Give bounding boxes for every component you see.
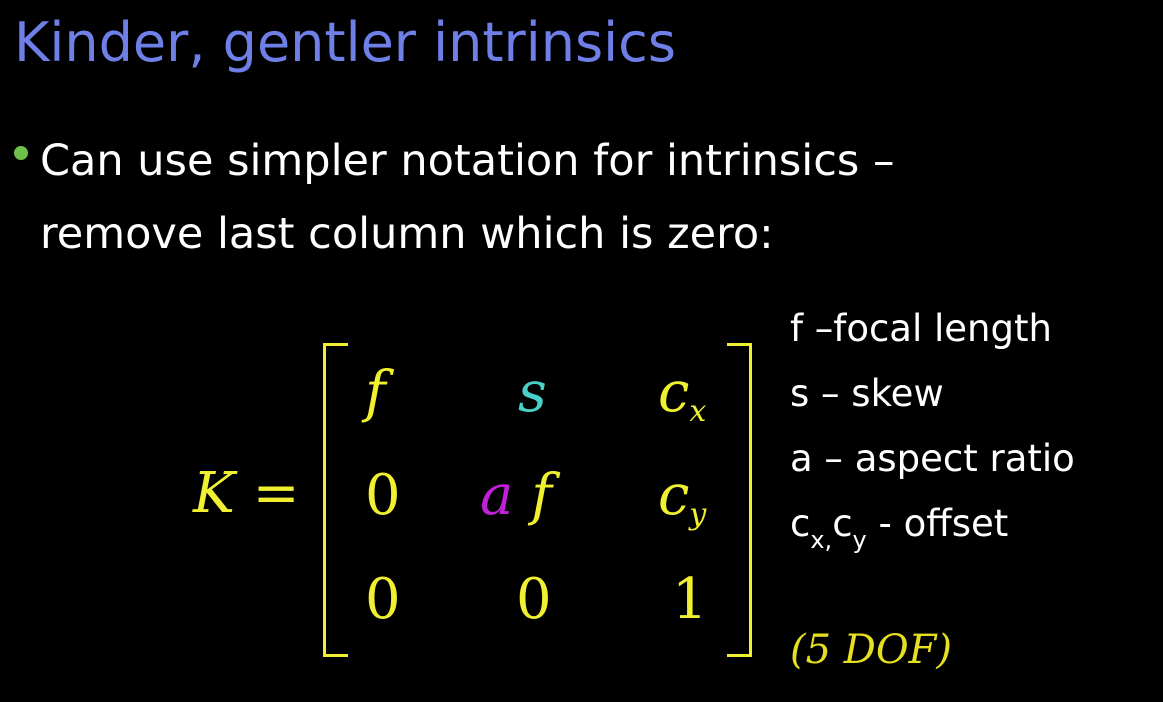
legend-offset-c2: c — [832, 502, 853, 545]
cell-r1-c3-sub: x — [689, 394, 707, 429]
cell-r1-c3-main: c — [658, 360, 690, 425]
cell-r2-c2-a: a — [480, 463, 514, 528]
cell-r2-c3 — [658, 463, 707, 532]
cell-r2-c1: 0 — [365, 463, 401, 528]
legend-offset-sub2: y — [852, 526, 867, 554]
cell-r1-c1: f — [365, 360, 386, 425]
legend-skew: s – skew — [790, 372, 944, 415]
cell-r2-c3-sub: y — [689, 497, 707, 532]
left-bracket — [323, 343, 348, 657]
cell-r2-c2-f: f — [531, 463, 552, 528]
right-bracket — [727, 343, 752, 657]
legend-offset-c1: c — [790, 502, 811, 545]
cell-r2-c3-main: c — [658, 463, 690, 528]
dof-label: (5 DOF) — [790, 627, 952, 673]
bullet-dot — [14, 146, 28, 160]
slide-title: Kinder, gentler intrinsics — [14, 11, 676, 74]
legend-offset-rest: - offset — [866, 502, 1009, 545]
cell-r3-c2: 0 — [516, 567, 552, 632]
bullet-line-2: remove last column which is zero: — [40, 209, 774, 259]
legend-offset — [790, 502, 1009, 554]
bullet-line-1: Can use simpler notation for intrinsics – — [40, 136, 895, 186]
equation-lhs: K = — [193, 461, 300, 526]
cell-r1-c3 — [658, 360, 707, 429]
legend-offset-sub1: x, — [810, 526, 833, 554]
legend-focal: f –focal length — [790, 307, 1052, 350]
cell-r3-c1: 0 — [365, 567, 401, 632]
cell-r3-c3: 1 — [672, 567, 708, 632]
cell-r2-c2 — [480, 463, 552, 528]
legend-aspect: a – aspect ratio — [790, 437, 1075, 480]
cell-r1-c2: s — [518, 360, 547, 425]
